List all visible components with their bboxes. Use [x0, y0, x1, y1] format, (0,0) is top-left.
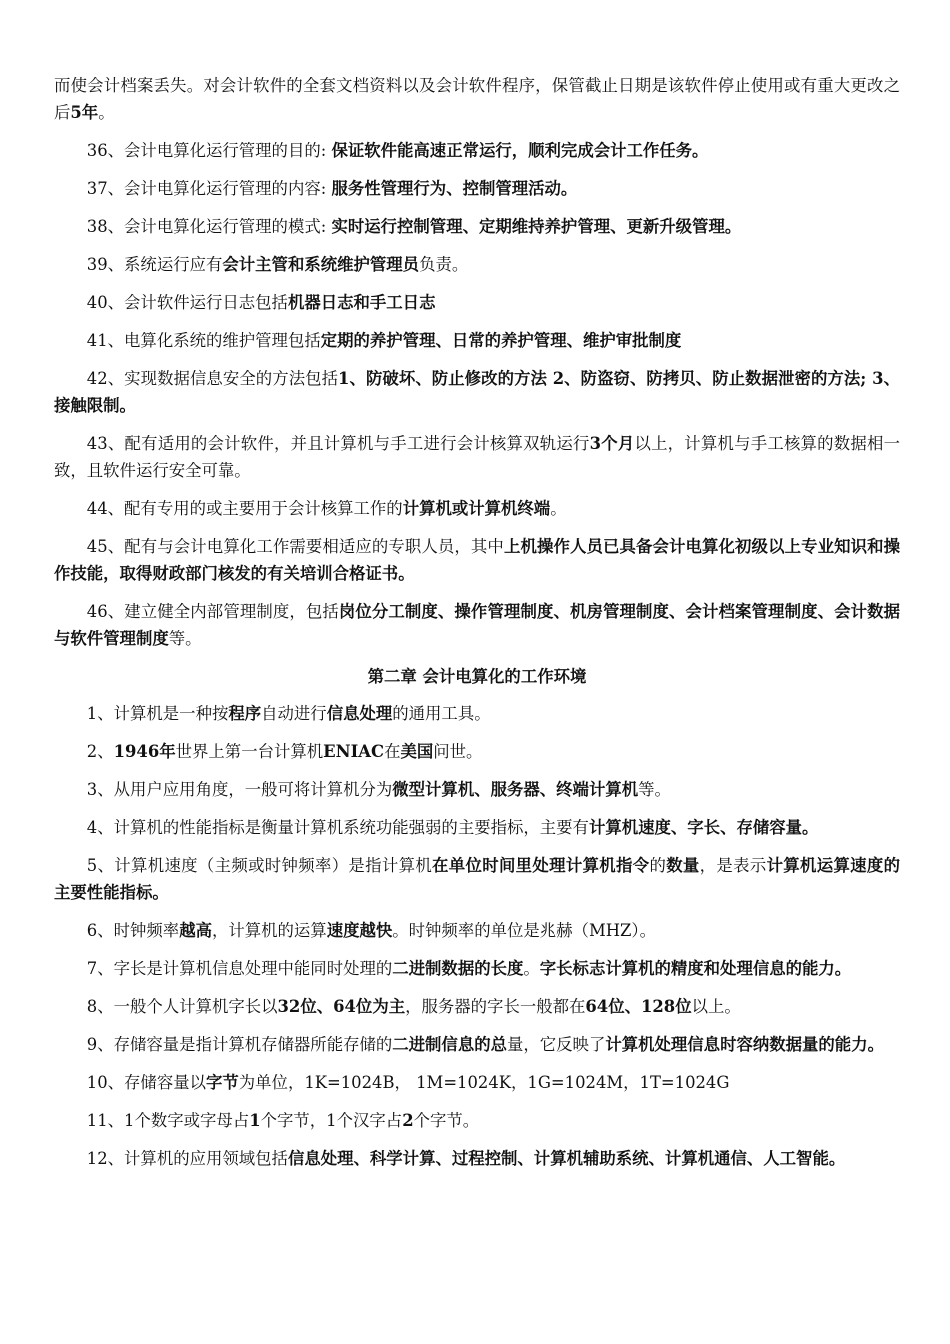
text-segment: 41、电算化系统的维护管理包括 — [86, 331, 321, 350]
text-segment: 44、配有专用的或主要用于会计核算工作的 — [86, 499, 403, 518]
text-segment: ，计算机的运算 — [211, 921, 327, 940]
text-segment: 自动进行 — [261, 704, 327, 723]
section-accounting-management — [54, 72, 900, 652]
text-segment: 。 — [98, 103, 115, 122]
bold-text-segment: 微型计算机、服务器、终端计算机 — [392, 780, 639, 799]
paragraph — [54, 251, 900, 278]
bold-text-segment: 计算机处理信息时容纳数据量的能力。 — [605, 1035, 884, 1054]
paragraph — [54, 738, 900, 765]
text-segment: 10、存储容量以 — [86, 1073, 206, 1092]
paragraph — [54, 598, 900, 652]
paragraph — [54, 289, 900, 316]
text-segment: 40、会计软件运行日志包括 — [86, 293, 288, 312]
text-segment: 4、计算机的性能指标是衡量计算机系统功能强弱的主要指标，主要有 — [86, 818, 589, 837]
bold-text-segment: 会计主管和系统维护管理员 — [222, 255, 420, 274]
text-segment: 问世。 — [433, 742, 483, 761]
text-segment: 7、字长是计算机信息处理中能同时处理的 — [86, 959, 393, 978]
text-segment: 个字节，1个汉字占 — [260, 1111, 403, 1130]
bold-text-segment: 3个月 — [589, 434, 635, 453]
bold-text-segment: 上机操作人员已具备会计电算化初级以上专业知识和操作技能，取得财政部门核发的有关培训合格证书。 — [54, 537, 901, 583]
text-segment: 而使会计档案丢失。对会计软件的全套文档资料以及会计软件程序，保管截止日期是该软件停止使用或有重大更改之后 — [54, 76, 900, 122]
text-segment: 1、计算机是一种按 — [86, 704, 229, 723]
bold-text-segment: 计算机或计算机终端 — [402, 499, 551, 518]
text-segment: ，是表示 — [699, 856, 767, 875]
paragraph — [54, 533, 900, 587]
paragraph — [54, 1031, 900, 1058]
bold-text-segment: 速度越快 — [326, 921, 393, 940]
paragraph — [54, 137, 900, 164]
bold-text-segment: 1、防破坏、防止修改的方法 2、防盗窃、防拷贝、防止数据泄密的方法; 3、接触限制。 — [54, 369, 900, 415]
paragraph — [54, 72, 900, 126]
bold-text-segment: 字节 — [206, 1073, 239, 1092]
bold-text-segment: 计算机速度、字长、存储容量。 — [588, 818, 819, 837]
text-segment: 。 — [523, 959, 540, 978]
bold-text-segment: 数量 — [666, 856, 700, 875]
text-segment: 以上。 — [691, 997, 741, 1016]
text-segment: 39、系统运行应有 — [86, 255, 223, 274]
bold-text-segment: 5年 — [70, 103, 99, 122]
paragraph — [54, 327, 900, 354]
bold-text-segment: 岗位分工制度、操作管理制度、机房管理制度、会计档案管理制度、会计数据与软件管理制度 — [54, 602, 900, 648]
bold-text-segment: 程序 — [228, 704, 262, 723]
paragraph — [54, 1107, 900, 1134]
paragraph — [54, 365, 900, 419]
bold-text-segment: 信息处理 — [326, 704, 393, 723]
paragraph — [54, 1145, 900, 1172]
bold-text-segment: 2 — [402, 1111, 414, 1130]
text-segment: 9、存储容量是指计算机存储器所能存储的 — [86, 1035, 393, 1054]
bold-text-segment: 1 — [249, 1111, 261, 1130]
bold-text-segment: 字长标志计算机的精度和处理信息的能力。 — [539, 959, 852, 978]
paragraph — [54, 776, 900, 803]
bold-text-segment: 1946年 — [113, 742, 176, 761]
text-segment: 的 — [649, 856, 667, 875]
bold-text-segment: 32位、64位为主 — [277, 997, 406, 1016]
text-segment: 45、配有与会计电算化工作需要相适应的专职人员，其中 — [86, 537, 504, 556]
text-segment: 等。 — [168, 629, 202, 648]
text-segment: 的通用工具。 — [392, 704, 491, 723]
text-segment: 2、 — [86, 742, 114, 761]
section-work-environment — [54, 700, 900, 1172]
text-segment: 12、计算机的应用领域包括 — [86, 1149, 288, 1168]
text-segment: 37、会计电算化运行管理的内容: — [86, 179, 332, 198]
document-page — [54, 72, 900, 1183]
text-segment: 为单位，1K=1024B， 1M=1024K，1G=1024M，1T=1024G — [238, 1073, 730, 1092]
paragraph — [54, 213, 900, 240]
bold-text-segment: 二进制信息的总 — [392, 1035, 507, 1054]
text-segment: 42、实现数据信息安全的方法包括 — [86, 369, 339, 388]
paragraph — [54, 1069, 900, 1096]
bold-text-segment: 实时运行控制管理、定期维持养护管理、更新升级管理。 — [331, 217, 742, 236]
text-segment: 量，它反映了 — [507, 1035, 606, 1054]
text-segment: 世界上第一台计算机 — [175, 742, 324, 761]
bold-text-segment: 定期的养护管理、日常的养护管理、维护审批制度 — [320, 331, 682, 350]
bold-text-segment: 保证软件能高速正常运行，顺利完成会计工作任务。 — [331, 141, 709, 160]
text-segment: 11、1个数字或字母占 — [86, 1111, 250, 1130]
text-segment: 3、从用户应用角度，一般可将计算机分为 — [86, 780, 393, 799]
text-segment: 36、会计电算化运行管理的目的: — [86, 141, 332, 160]
bold-text-segment: 64位、128位 — [585, 997, 692, 1016]
paragraph — [54, 814, 900, 841]
paragraph — [54, 430, 900, 484]
text-segment: 6、时钟频率 — [86, 921, 180, 940]
paragraph — [54, 175, 900, 202]
bold-text-segment: 机器日志和手工日志 — [287, 293, 436, 312]
bold-text-segment: 二进制数据的长度 — [392, 959, 524, 978]
text-segment: 以上，计算机与手工核算的数据相一致，且软件运行安全可靠。 — [54, 434, 901, 480]
text-segment: 38、会计电算化运行管理的模式: — [86, 217, 332, 236]
bold-text-segment: 在单位时间里处理计算机指令 — [432, 856, 650, 875]
paragraph — [54, 495, 900, 522]
chapter-title: 第二章 会计电算化的工作环境 — [367, 667, 587, 686]
text-segment: 个字节。 — [413, 1111, 480, 1130]
bold-text-segment: 信息处理、科学计算、过程控制、计算机辅助系统、计算机通信、人工智能。 — [287, 1149, 846, 1168]
paragraph — [54, 700, 900, 727]
text-segment: 等。 — [638, 780, 671, 799]
bold-text-segment: 越高 — [179, 921, 212, 940]
paragraph — [54, 955, 900, 982]
text-segment: 。 — [550, 499, 567, 518]
text-segment: ，服务器的字长一般都在 — [405, 997, 586, 1016]
text-segment: 46、建立健全内部管理制度，包括 — [86, 602, 339, 621]
paragraph — [54, 917, 900, 944]
bold-text-segment: 美国 — [400, 742, 434, 761]
text-segment: 负责。 — [419, 255, 469, 274]
bold-text-segment: ENIAC — [323, 742, 385, 761]
paragraph — [54, 993, 900, 1020]
bold-text-segment: 计算机运算速度的主要性能指标。 — [54, 856, 901, 902]
text-segment: 在 — [384, 742, 401, 761]
text-segment: 8、一般个人计算机字长以 — [86, 997, 278, 1016]
bold-text-segment: 服务性管理行为、控制管理活动。 — [331, 179, 578, 198]
text-segment: 5、计算机速度（主频或时钟频率）是指计算机 — [86, 856, 433, 875]
text-segment: 43、配有适用的会计软件，并且计算机与手工进行会计核算双轨运行 — [86, 434, 590, 453]
text-segment: 。时钟频率的单位是兆赫（MHZ）。 — [392, 921, 656, 940]
paragraph — [54, 852, 900, 906]
